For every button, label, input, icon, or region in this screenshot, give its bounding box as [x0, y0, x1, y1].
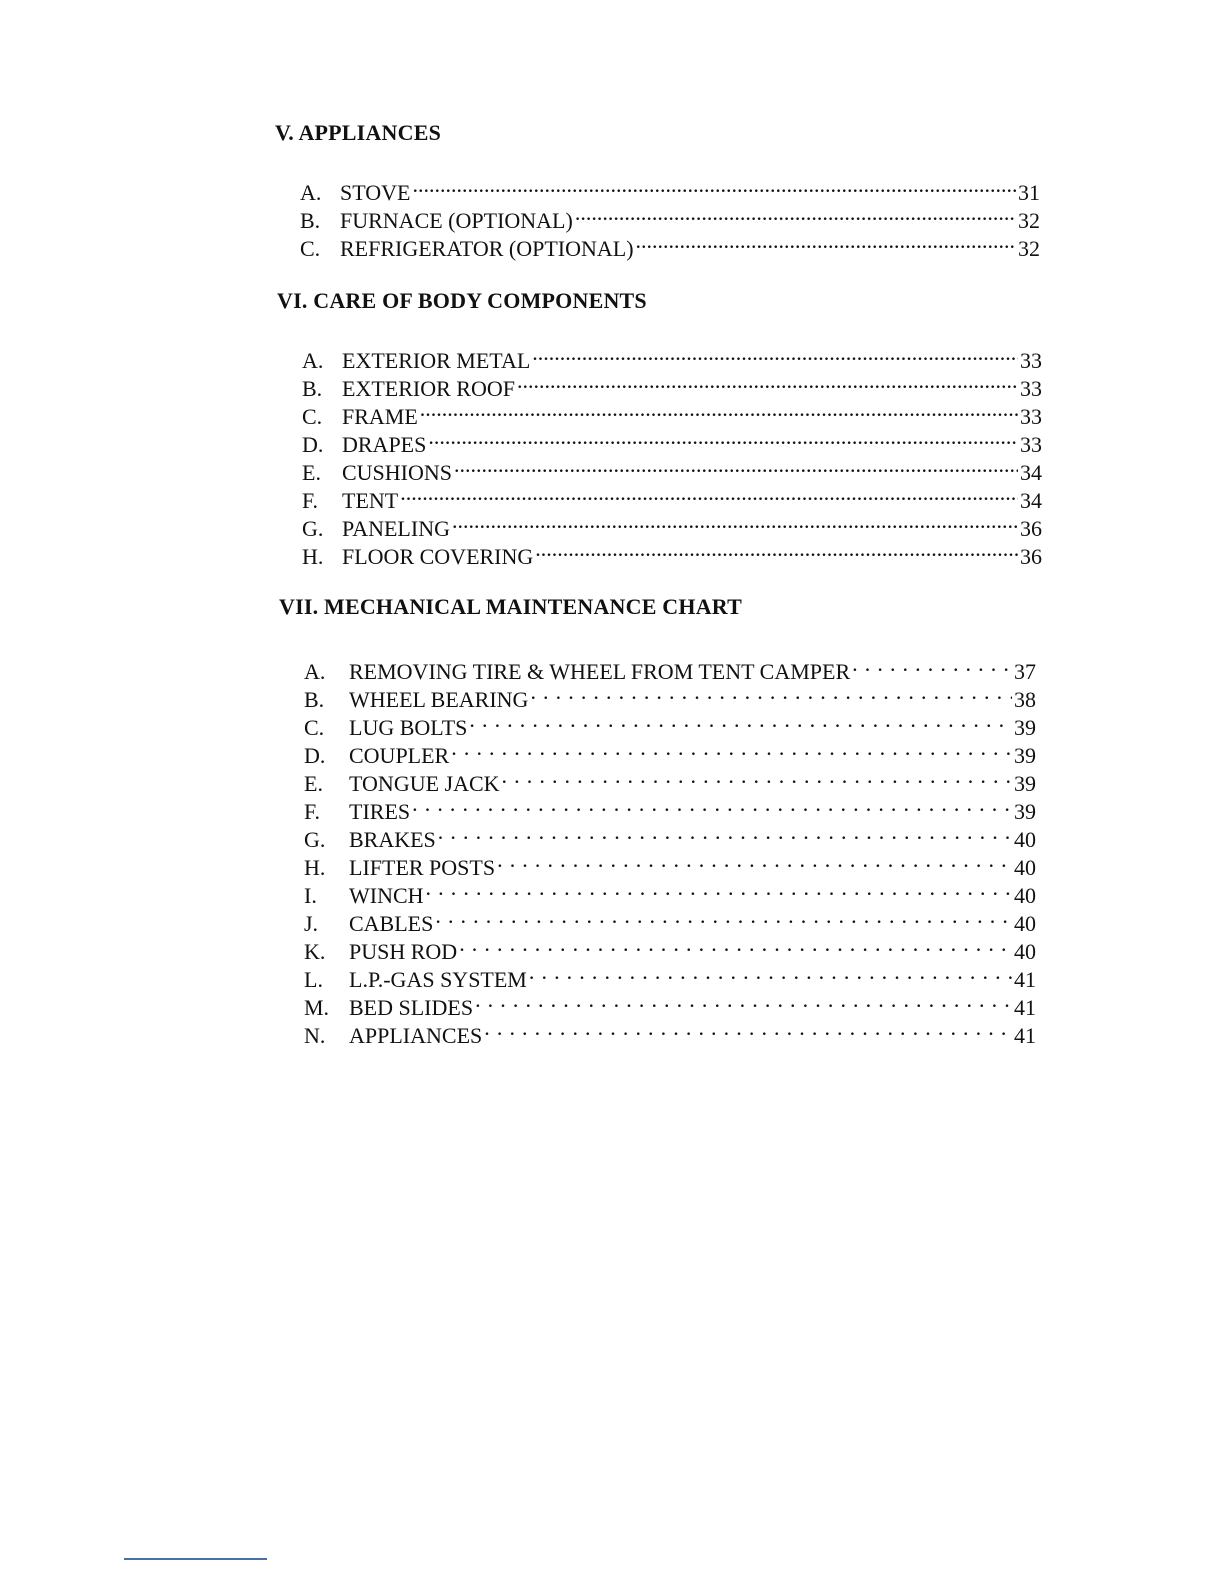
entry-title: PUSH ROD [349, 939, 458, 964]
toc-section-mechanical-maintenance-chart [279, 594, 742, 620]
entry-page-number: 40 [1014, 855, 1036, 880]
entry-title: COUPLER [349, 743, 450, 768]
entry-page-number: 41 [1014, 967, 1036, 992]
entry-page-number: 39 [1014, 799, 1036, 824]
entry-letter: I. [304, 883, 317, 908]
entry-title: STOVE [340, 180, 411, 205]
entry-letter: D. [302, 432, 324, 457]
entry-title: APPLIANCES [349, 1023, 483, 1048]
entry-page-number: 34 [1020, 488, 1042, 513]
entry-page-number: 38 [1014, 687, 1036, 712]
dot-leader [438, 819, 1012, 847]
dot-leader [502, 763, 1012, 791]
entry-letter: F. [302, 488, 318, 513]
entry-page-number: 40 [1014, 939, 1036, 964]
toc-section-care-of-body-components [277, 288, 647, 314]
toc-entry[interactable] [304, 819, 1036, 852]
dot-leader [529, 959, 1012, 987]
entry-letter: B. [302, 376, 323, 401]
entry-page-number: 33 [1020, 432, 1042, 457]
toc-entries-care-of-body-components [302, 340, 1042, 569]
dot-leader [484, 1015, 1012, 1043]
toc-entries-mechanical-maintenance-chart [304, 651, 1036, 1048]
entry-page-number: 36 [1020, 544, 1042, 569]
dot-leader [530, 679, 1012, 707]
toc-entry[interactable] [302, 340, 1042, 373]
entry-letter: E. [302, 460, 321, 485]
entry-title: TONGUE JACK [349, 771, 500, 796]
entry-letter: H. [302, 544, 324, 569]
section-heading: VI. CARE OF BODY COMPONENTS [277, 288, 647, 313]
entry-page-number: 32 [1018, 236, 1040, 261]
entry-page-number: 39 [1014, 743, 1036, 768]
entry-page-number: 32 [1018, 208, 1040, 233]
toc-entries-appliances [300, 172, 1040, 261]
entry-title: BED SLIDES [349, 995, 474, 1020]
entry-title: LIFTER POSTS [349, 855, 496, 880]
dot-leader [852, 651, 1012, 679]
entry-title: DRAPES [342, 432, 427, 457]
dot-leader [428, 424, 1018, 452]
dot-leader [413, 172, 1017, 200]
dot-leader [420, 396, 1018, 424]
entry-title: BRAKES [349, 827, 436, 852]
entry-page-number: 40 [1014, 827, 1036, 852]
dot-leader [497, 847, 1012, 875]
dot-leader [400, 480, 1018, 508]
entry-page-number: 41 [1014, 1023, 1036, 1048]
dot-leader [532, 340, 1018, 368]
section-heading: V. APPLIANCES [275, 120, 442, 145]
entry-title: PANELING [342, 516, 450, 541]
entry-letter: C. [302, 404, 323, 429]
entry-page-number: 33 [1020, 376, 1042, 401]
entry-page-number: 37 [1014, 659, 1036, 684]
footer-rule [124, 1558, 267, 1560]
entry-letter: M. [304, 995, 330, 1020]
entry-page-number: 40 [1014, 911, 1036, 936]
dot-leader [412, 791, 1012, 819]
dot-leader [435, 903, 1012, 931]
entry-page-number: 40 [1014, 883, 1036, 908]
entry-title: TENT [342, 488, 399, 513]
entry-letter: A. [300, 180, 322, 205]
toc-entry[interactable] [300, 172, 1040, 205]
dot-leader [535, 536, 1018, 564]
entry-title: EXTERIOR METAL [342, 348, 531, 373]
dot-leader [451, 735, 1012, 763]
entry-letter: C. [304, 715, 325, 740]
entry-title: EXTERIOR ROOF [342, 376, 515, 401]
toc-entry[interactable] [304, 791, 1036, 824]
entry-page-number: 33 [1020, 348, 1042, 373]
entry-title: FLOOR COVERING [342, 544, 534, 569]
entry-letter: A. [304, 659, 326, 684]
entry-letter: K. [304, 939, 326, 964]
entry-page-number: 36 [1020, 516, 1042, 541]
entry-letter: D. [304, 743, 326, 768]
entry-title: FRAME [342, 404, 418, 429]
entry-letter: B. [300, 208, 321, 233]
entry-letter: N. [304, 1023, 326, 1048]
dot-leader [452, 508, 1018, 536]
dot-leader [469, 707, 1012, 735]
section-heading: VII. MECHANICAL MAINTENANCE CHART [279, 594, 742, 619]
entry-title: CUSHIONS [342, 460, 453, 485]
entry-title: L.P.-GAS SYSTEM [349, 967, 527, 992]
toc-entry[interactable] [302, 508, 1042, 541]
entry-letter: G. [304, 827, 326, 852]
dot-leader [454, 452, 1018, 480]
dot-leader [475, 987, 1012, 1015]
entry-title: WINCH [349, 883, 424, 908]
entry-title: LUG BOLTS [349, 715, 468, 740]
entry-letter: E. [304, 771, 323, 796]
entry-letter: L. [304, 967, 323, 992]
entry-letter: C. [300, 236, 321, 261]
toc-section-appliances [275, 120, 441, 146]
entry-page-number: 34 [1020, 460, 1042, 485]
entry-title: REMOVING TIRE & WHEEL FROM TENT CAMPER [349, 659, 851, 684]
entry-title: WHEEL BEARING [349, 687, 529, 712]
dot-leader [426, 875, 1012, 903]
dot-leader [636, 228, 1016, 256]
entry-title: CABLES [349, 911, 434, 936]
entry-title: TIRES [349, 799, 411, 824]
entry-title: FURNACE (OPTIONAL) [340, 208, 573, 233]
entry-page-number: 31 [1018, 180, 1040, 205]
entry-letter: J. [304, 911, 319, 936]
toc-entry[interactable] [304, 651, 1036, 684]
dot-leader [517, 368, 1018, 396]
dot-leader [575, 200, 1016, 228]
entry-letter: H. [304, 855, 326, 880]
entry-letter: G. [302, 516, 324, 541]
entry-letter: B. [304, 687, 325, 712]
toc-entry[interactable] [300, 200, 1040, 233]
entry-page-number: 33 [1020, 404, 1042, 429]
entry-page-number: 39 [1014, 715, 1036, 740]
entry-page-number: 41 [1014, 995, 1036, 1020]
entry-page-number: 39 [1014, 771, 1036, 796]
toc-entry[interactable] [302, 480, 1042, 513]
dot-leader [459, 931, 1012, 959]
entry-letter: F. [304, 799, 320, 824]
entry-title: REFRIGERATOR (OPTIONAL) [340, 236, 634, 261]
entry-letter: A. [302, 348, 324, 373]
